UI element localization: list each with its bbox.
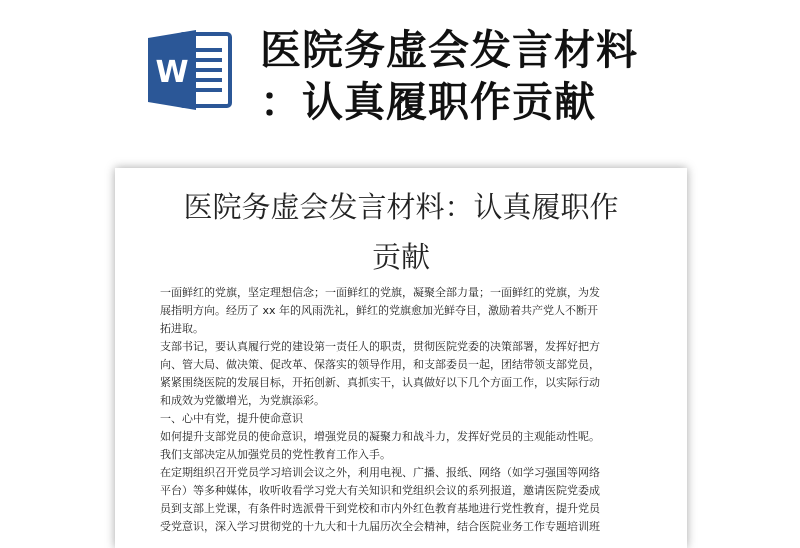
body-line: 和成效为党徽增光，为党旗添彩。 [160, 394, 325, 407]
body-line: 支部书记，要认真履行党的建设第一责任人的职责，贯彻医院党委的决策部署，发挥好把方 [160, 340, 600, 353]
body-line: 一面鲜红的党旗，坚定理想信念；一面鲜红的党旗，凝聚全部力量；一面鲜红的党旗，为发 [160, 286, 600, 299]
body-line: 平台）等多种媒体，收听收看学习党大有关知识和党组织会议的系列报道，邀请医院党委成 [160, 484, 600, 497]
body-line: 员到支部上党课，有条件时选派骨干到党校和市内外红色教育基地进行党性教育，提升党员 [160, 502, 600, 515]
body-line: 如何提升支部党员的使命意识，增强党员的凝聚力和战斗力，发挥好党员的主观能动性呢。 [160, 430, 600, 443]
page-title-line-1: 医院务虚会发言材料 [260, 26, 638, 74]
body-line: 受党意识，深入学习贯彻党的十九大和十九届历次全会精神，结合医院业务工作专题培训班 [160, 520, 600, 533]
document-title-line-2: 贡献 [371, 240, 430, 274]
body-line: 拓进取。 [160, 322, 204, 335]
body-line: 展指明方向。经历了 xx 年的风雨洗礼，鲜红的党旗愈加光鲜夺目，激励着共产党人不断开 [160, 304, 599, 317]
body-line: 在定期组织召开党员学习培训会议之外，利用电视、广播、报纸、网络（如学习强国等网络 [160, 466, 600, 479]
document-title-line-1: 医院务虚会发言材料：认真履职作 [183, 190, 619, 224]
document-preview [115, 168, 687, 548]
body-line: 向、管大局、做决策、促改革、保落实的领导作用，和支部委员一起，团结带领支部党员， [160, 358, 600, 371]
word-document-icon [142, 22, 238, 118]
section-heading: 一、心中有党，提升使命意识 [160, 412, 303, 425]
header [0, 0, 800, 160]
page-title-line-2: ：认真履职作贡献 [260, 78, 596, 126]
body-line: 我们支部决定从加强党员的党性教育工作入手。 [160, 448, 391, 461]
body-line: 紧紧围绕医院的发展目标，开拓创新、真抓实干，认真做好以下几个方面工作，以实际行动 [160, 376, 600, 389]
document-body [160, 284, 650, 536]
document-title [115, 182, 687, 282]
page-title [260, 24, 780, 128]
word-icon-letter: W [155, 55, 189, 90]
